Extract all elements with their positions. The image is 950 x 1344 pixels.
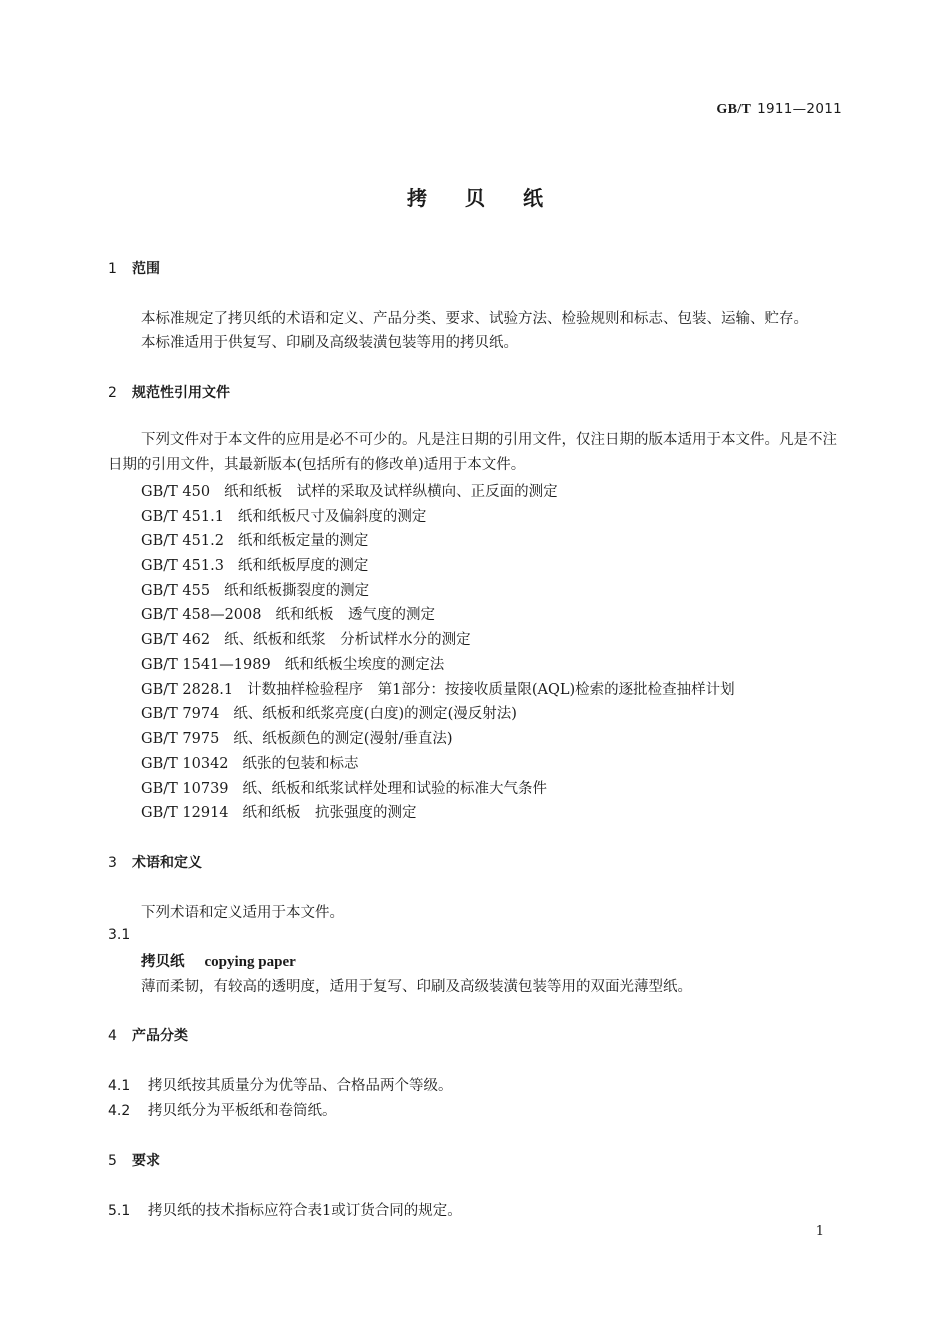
scope-paragraph-2: 本标准适用于供复写、印刷及高级装潢包装等用的拷贝纸。 [141, 335, 518, 351]
standard-number: 1911—2011 [757, 101, 842, 117]
section-number: 2 [108, 385, 117, 401]
section-heading-scope [108, 258, 160, 278]
clause-4-2 [108, 1099, 337, 1120]
reference-title: 纸和纸板 试样的采取及试样纵横向、正反面的测定 [224, 484, 558, 500]
reference-item [141, 554, 368, 575]
reference-title: 纸张的包装和标志 [242, 756, 359, 772]
reference-item [141, 752, 359, 773]
section-heading-terms [108, 852, 202, 872]
reference-code: GB/T 451.1 [141, 509, 224, 525]
reference-title: 纸和纸板 抗张强度的测定 [242, 805, 417, 821]
section-number: 4 [108, 1028, 117, 1044]
reference-item [141, 579, 369, 600]
reference-code: GB/T 451.2 [141, 533, 224, 549]
reference-item [141, 480, 558, 501]
clause-text: 拷贝纸的技术指标应符合表1或订货合同的规定。 [148, 1203, 462, 1219]
reference-code: GB/T 1541—1989 [141, 657, 271, 673]
reference-code: GB/T 7975 [141, 731, 220, 747]
term-entry [141, 950, 296, 971]
references-intro: 下列文件对于本文件的应用是必不可少的。凡是注日期的引用文件，仅注日期的版本适用于本文件。凡是不注日期的引用文件，其最新版本(包括所有的修改单)适用于本文件。 [108, 432, 837, 473]
standard-code [716, 101, 842, 118]
terms-intro: 下列术语和定义适用于本文件。 [141, 905, 344, 921]
reference-title: 纸、纸板和纸浆亮度(白度)的测定(漫反射法) [233, 706, 517, 722]
reference-code: GB/T 7974 [141, 706, 220, 722]
reference-item [141, 529, 368, 550]
clause-number: 4.1 [108, 1078, 131, 1094]
clause-text: 拷贝纸按其质量分为优等品、合格品两个等级。 [148, 1078, 453, 1094]
section-number: 5 [108, 1153, 117, 1169]
reference-item [141, 801, 417, 822]
reference-item [141, 603, 435, 624]
page-number: 1 [815, 1224, 824, 1239]
clause-number: 5.1 [108, 1203, 131, 1219]
reference-item [141, 702, 517, 723]
section-number: 3 [108, 855, 117, 871]
scope-paragraph-1: 本标准规定了拷贝纸的术语和定义、产品分类、要求、试验方法、检验规则和标志、包装、运输、贮存。 [141, 311, 808, 327]
standard-prefix: GB/T [716, 102, 752, 117]
reference-item [141, 653, 444, 674]
reference-item [141, 777, 547, 798]
reference-title: 纸和纸板定量的测定 [237, 533, 369, 549]
reference-code: GB/T 455 [141, 583, 211, 599]
reference-code: GB/T 10739 [141, 781, 229, 797]
section-title: 要求 [132, 1153, 160, 1169]
term-chinese: 拷贝纸 [141, 953, 185, 970]
reference-title: 纸和纸板厚度的测定 [237, 558, 369, 574]
clause-5-1 [108, 1199, 462, 1220]
reference-title: 纸和纸板撕裂度的测定 [224, 583, 370, 599]
section-number: 1 [108, 261, 117, 277]
term-number: 3.1 [108, 927, 131, 943]
section-heading-requirements [108, 1150, 160, 1170]
reference-title: 纸和纸板尺寸及偏斜度的测定 [237, 509, 427, 525]
section-title: 术语和定义 [132, 855, 202, 871]
reference-title: 纸、纸板和纸浆 分析试样水分的测定 [224, 632, 471, 648]
reference-title: 纸、纸板颜色的测定(漫射/垂直法) [233, 731, 453, 747]
term-definition: 薄而柔韧，有较高的透明度，适用于复写、印刷及高级装潢包装等用的双面光薄型纸。 [141, 979, 692, 995]
section-heading-classification [108, 1025, 188, 1045]
reference-code: GB/T 450 [141, 484, 211, 500]
section-title: 范围 [132, 261, 160, 277]
reference-title: 纸和纸板 透气度的测定 [275, 607, 435, 623]
clause-4-1 [108, 1074, 453, 1095]
reference-item [141, 505, 426, 526]
reference-item [141, 678, 735, 699]
reference-item [141, 628, 471, 649]
reference-item [141, 727, 453, 748]
section-title: 规范性引用文件 [132, 385, 230, 401]
reference-title: 纸、纸板和纸浆试样处理和试验的标准大气条件 [242, 781, 548, 797]
reference-code: GB/T 451.3 [141, 558, 224, 574]
term-english: copying paper [204, 954, 296, 970]
document-title: 拷贝纸 [407, 186, 581, 210]
clause-text: 拷贝纸分为平板纸和卷筒纸。 [148, 1103, 337, 1119]
reference-code: GB/T 2828.1 [141, 682, 234, 698]
reference-title: 纸和纸板尘埃度的测定法 [284, 657, 445, 673]
section-heading-references [108, 382, 230, 402]
reference-code: GB/T 458—2008 [141, 607, 262, 623]
reference-code: GB/T 10342 [141, 756, 229, 772]
reference-code: GB/T 12914 [141, 805, 229, 821]
clause-number: 4.2 [108, 1103, 131, 1119]
reference-code: GB/T 462 [141, 632, 211, 648]
section-title: 产品分类 [132, 1028, 188, 1044]
reference-title: 计数抽样检验程序 第1部分：按接收质量限(AQL)检索的逐批检查抽样计划 [247, 682, 735, 698]
